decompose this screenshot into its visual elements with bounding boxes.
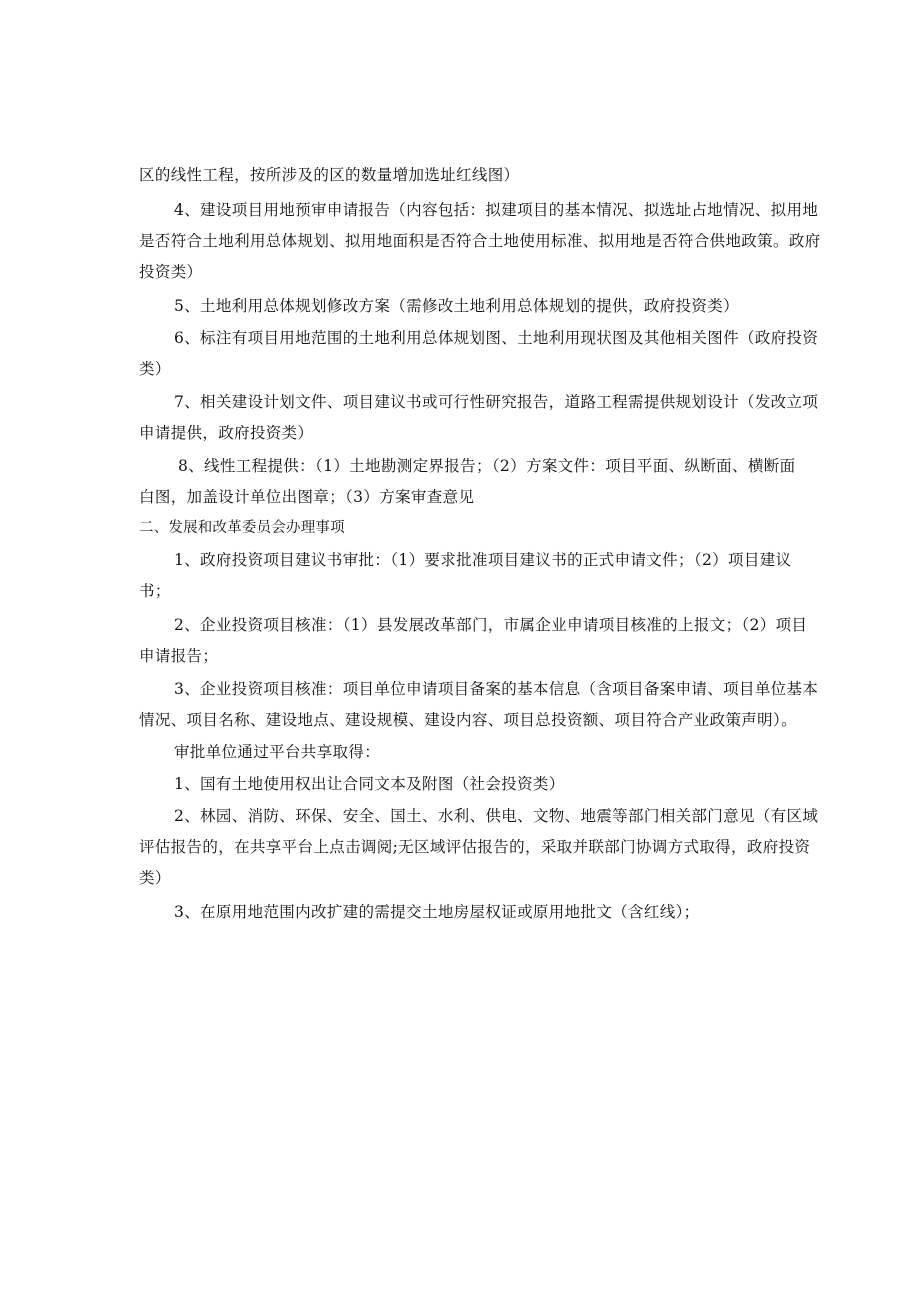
shared-item-1: 1、国有土地使用权出让合同文本及附图（社会投资类） — [174, 775, 565, 793]
item-4-line-3: 投资类） — [139, 263, 203, 281]
item-4-line-2: 是否符合土地利用总体规划、拟用地面积是否符合土地使用标准、拟用地是否符合供地政策。政府 — [139, 232, 821, 250]
item-6-line-1: 6、标注有项目用地范围的土地利用总体规划图、土地利用现状图及其他相关图件（政府投资 — [174, 329, 819, 347]
item-8-line-2: 白图，加盖设计单位出图章；（3）方案审查意见 — [139, 488, 475, 506]
item-7-line-1: 7、相关建设计划文件、项目建议书或可行性研究报告，道路工程需提供规划设计（发改立项 — [174, 393, 819, 411]
shared-item-2-line-1: 2、林园、消防、环保、安全、国土、水利、供电、文物、地震等部门相关部门意见（有区域 — [174, 807, 819, 825]
nrdc-item-1-line-1: 1、政府投资项目建议书审批：（1）要求批准项目建议书的正式申请文件；（2）项目建议 — [174, 551, 792, 569]
item-5-line-1: 5、土地利用总体规划修改方案（需修改土地利用总体规划的提供，政府投资类） — [174, 297, 739, 315]
item-7-line-2: 申请提供，政府投资类） — [139, 424, 314, 442]
nrdc-item-3-line-1: 3、企业投资项目核准：项目单位申请项目备案的基本信息（含项目备案申请、项目单位基本 — [174, 680, 819, 698]
nrdc-item-1-line-2: 书； — [139, 582, 171, 600]
shared-item-2-line-3: 类） — [139, 869, 171, 887]
item-8-line-1: 8、线性工程提供：（1）土地勘测定界报告；（2）方案文件：项目平面、纵断面、横断面 — [178, 457, 796, 475]
shared-platform-intro: 审批单位通过平台共享取得： — [174, 743, 381, 761]
shared-item-3: 3、在原用地范围内改扩建的需提交土地房屋权证或原用地批文（含红线）； — [174, 903, 700, 921]
nrdc-item-2-line-2: 申请报告； — [139, 647, 219, 665]
nrdc-item-2-line-1: 2、企业投资项目核准：（1）县发展改革部门，市属企业申请项目核准的上报文；（2）项目 — [174, 616, 808, 634]
nrdc-item-3-line-2: 情况、项目名称、建设地点、建设规模、建设内容、项目总投资额、项目符合产业政策声明）。 — [139, 711, 797, 729]
section-heading: 二、发展和改革委员会办理事项 — [139, 520, 345, 536]
item-4-line-1: 4、建设项目用地预审申请报告（内容包括：拟建项目的基本情况、拟选址占地情况、拟用地 — [174, 201, 819, 219]
shared-item-2-line-2: 评估报告的，在共享平台上点击调阅;无区域评估报告的，采取并联部门协调方式取得，政府投资 — [139, 838, 811, 856]
text-line: 区的线性工程，按所涉及的区的数量增加选址红线图） — [139, 166, 520, 184]
item-6-line-2: 类） — [139, 360, 171, 378]
